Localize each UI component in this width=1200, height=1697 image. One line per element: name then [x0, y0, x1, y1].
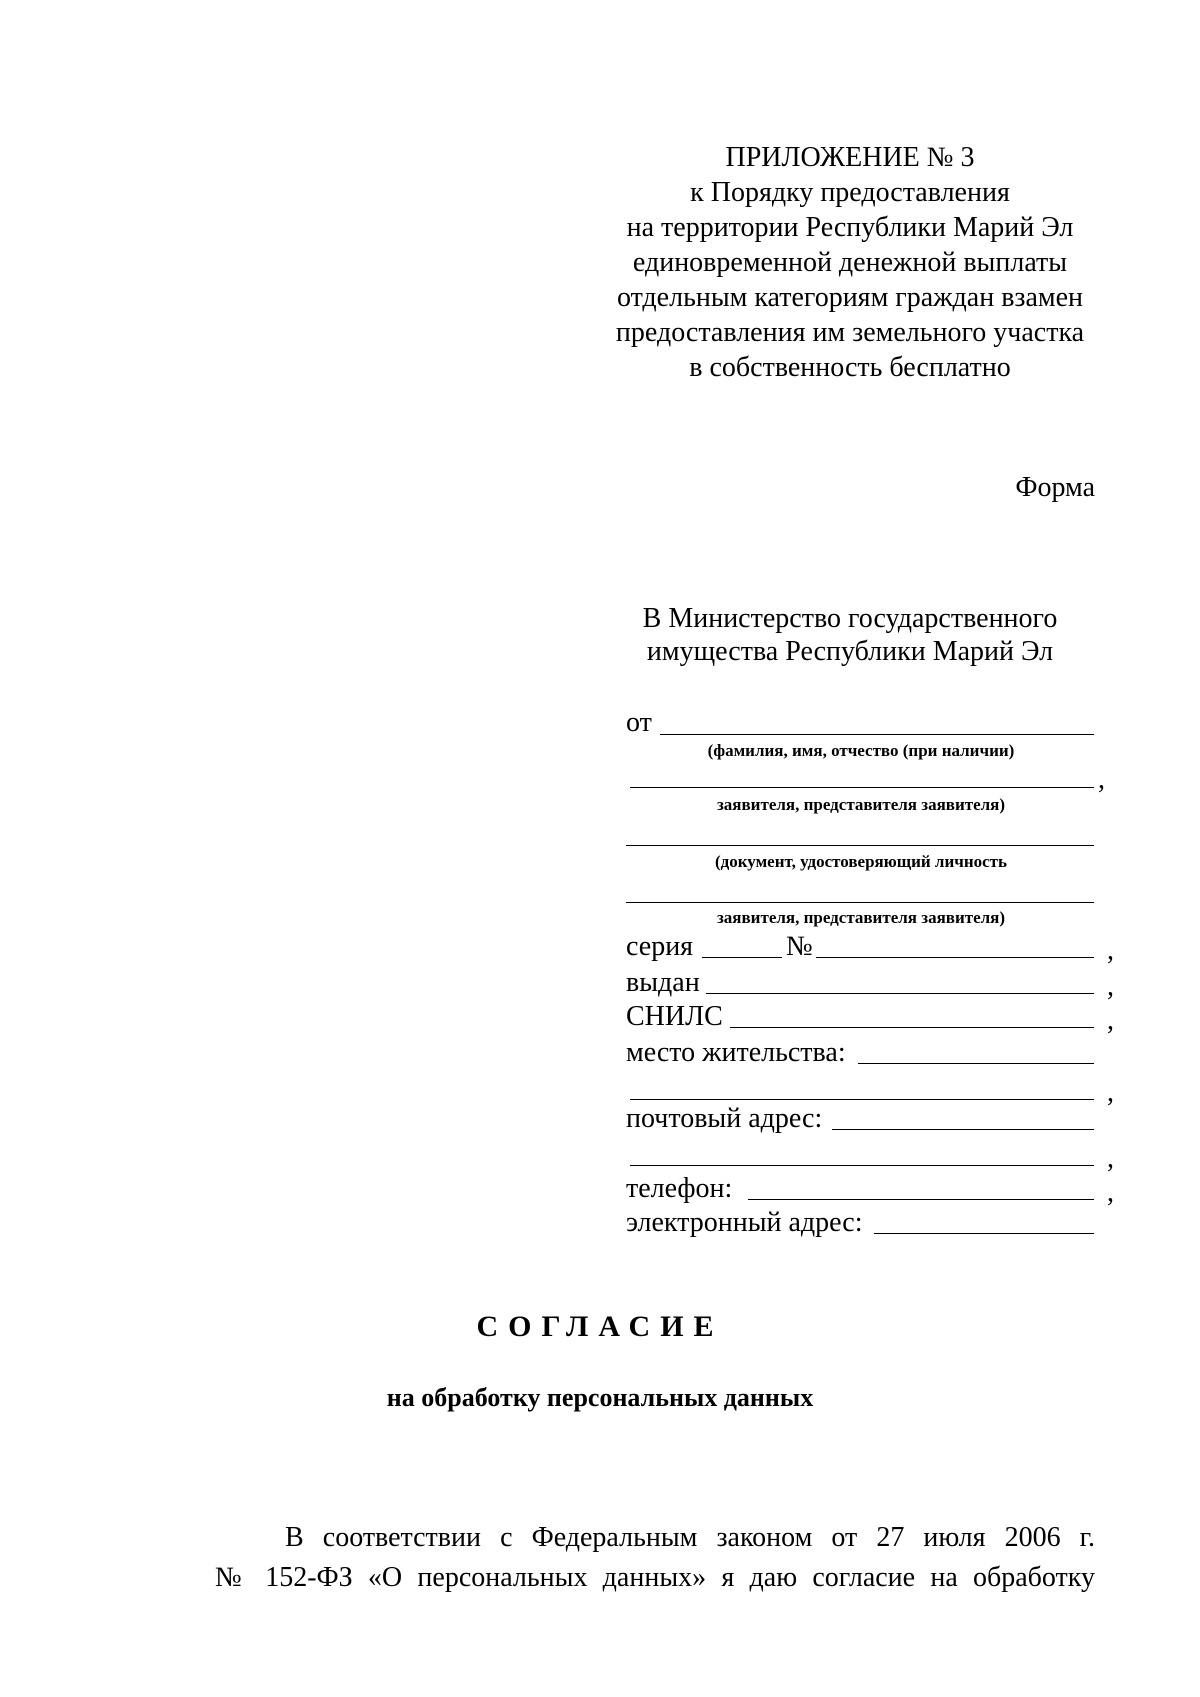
appendix-title: ПРИЛОЖЕНИЕ № 3: [725, 142, 975, 173]
appendix-line: отдельным категориям граждан взамен: [616, 282, 1084, 313]
fio-hint: (фамилия, имя, отчество (при наличии): [707, 741, 1015, 760]
residence-row: [626, 1036, 1106, 1068]
comma: ,: [1107, 1143, 1114, 1174]
snils-row: [626, 1000, 1114, 1036]
body-line-1: В соответствии с Федеральным законом от 27 июля 2006 г.: [285, 1522, 1095, 1553]
phone-label: телефон:: [626, 1173, 733, 1204]
from-label: от: [626, 707, 652, 738]
comma: ,: [1107, 1077, 1114, 1108]
residence-label: место жительства:: [626, 1037, 846, 1068]
email-field[interactable]: [874, 1233, 1094, 1234]
document-field-2[interactable]: [626, 902, 1094, 903]
comma: ,: [1107, 1177, 1114, 1208]
applicant-hint-2: заявителя, представителя заявителя): [716, 908, 1006, 927]
postal-label: почтовый адрес:: [626, 1103, 823, 1134]
issued-label: выдан: [626, 967, 700, 998]
appendix-header: [600, 140, 1100, 385]
comma: ,: [1107, 971, 1114, 1002]
phone-field[interactable]: [748, 1199, 1094, 1200]
issued-field[interactable]: [706, 993, 1094, 994]
residence-row-2: [626, 1072, 1114, 1108]
recipient-line-2: имущества Республики Марий Эл: [646, 636, 1054, 667]
phone-row: [626, 1172, 1114, 1208]
fio-field-2[interactable]: [630, 787, 1094, 788]
comma: ,: [1107, 935, 1114, 966]
from-field[interactable]: [660, 734, 1094, 735]
document-title: СОГЛАСИЕ: [476, 1310, 724, 1343]
postal-row-2: [626, 1138, 1114, 1174]
applicant-hint-1: заявителя, представителя заявителя): [716, 795, 1006, 814]
postal-field-2[interactable]: [630, 1165, 1094, 1166]
series-row: [626, 930, 1114, 966]
appendix-line: единовременной денежной выплаты: [632, 247, 1068, 278]
comma: ,: [1098, 764, 1105, 795]
comma: ,: [1107, 1005, 1114, 1036]
number-label: №: [786, 931, 813, 962]
appendix-line: к Порядку предоставления: [690, 177, 1010, 208]
issued-row: [626, 966, 1114, 1002]
postal-row: [626, 1102, 1106, 1134]
snils-label: СНИЛС: [626, 1001, 723, 1032]
residence-field[interactable]: [858, 1063, 1094, 1064]
document-subtitle: на обработку персональных данных: [386, 1383, 814, 1412]
residence-field-2[interactable]: [630, 1099, 1094, 1100]
series-label: серия: [626, 931, 694, 962]
recipient-line-1: В Министерство государственного: [642, 603, 1058, 634]
body-paragraph: [215, 1518, 1095, 1598]
appendix-line: в собственность бесплатно: [689, 352, 1011, 383]
appendix-line: предоставления им земельного участка: [615, 317, 1085, 348]
series-field[interactable]: [702, 957, 782, 958]
postal-field[interactable]: [832, 1129, 1094, 1130]
appendix-line: на территории Республики Марий Эл: [626, 212, 1074, 243]
email-label: электронный адрес:: [626, 1207, 863, 1238]
email-row: [626, 1206, 1106, 1238]
document-hint: (документ, удостоверяющий личность: [714, 852, 1008, 871]
body-line-2: № 152-ФЗ «О персональных данных» я даю согласие на обработку: [215, 1562, 1095, 1593]
form-label: Форма: [1015, 472, 1095, 503]
snils-field[interactable]: [730, 1027, 1094, 1028]
recipient-block: [600, 602, 1100, 668]
document-field[interactable]: [626, 845, 1094, 846]
number-field[interactable]: [816, 957, 1094, 958]
